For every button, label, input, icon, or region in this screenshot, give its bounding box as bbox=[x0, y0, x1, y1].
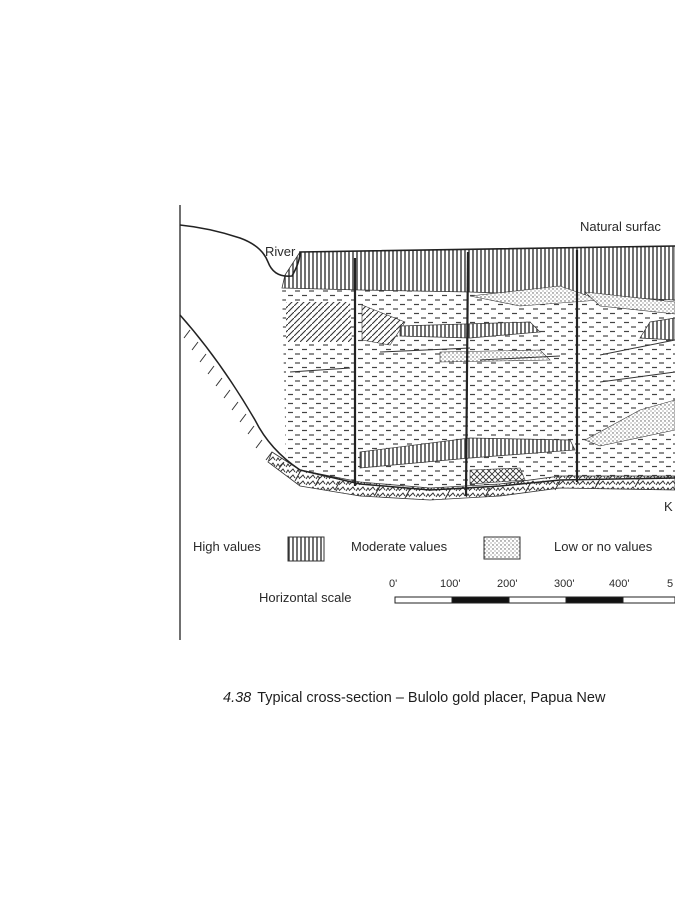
diagonal-lens-left bbox=[286, 302, 352, 342]
scale-bar bbox=[395, 597, 675, 603]
legend-high-label: High values bbox=[193, 539, 261, 554]
scale-tick-0: 0' bbox=[389, 578, 398, 590]
legend-moderate-swatch bbox=[484, 537, 520, 559]
river-label: River bbox=[265, 244, 296, 259]
scale-tick-300: 300' bbox=[554, 578, 575, 590]
natural-surface-label: Natural surfac bbox=[580, 219, 661, 234]
scale-tick-500: 5 bbox=[667, 578, 674, 590]
scale-tick-100: 100' bbox=[440, 578, 461, 590]
caption-number: 4.38 bbox=[223, 690, 252, 706]
scale-tick-200: 200' bbox=[497, 578, 518, 590]
figure-caption bbox=[223, 690, 675, 706]
bedrock-label-fragment: K bbox=[664, 499, 673, 514]
scale-label: Horizontal scale bbox=[259, 590, 352, 605]
legend-low-label: Low or no values bbox=[554, 539, 653, 554]
legend-high-swatch bbox=[288, 537, 324, 561]
moderate-value-lens-3 bbox=[440, 350, 550, 362]
scale-tick-400: 400' bbox=[609, 578, 630, 590]
legend-moderate-label: Moderate values bbox=[351, 539, 448, 554]
caption-text: Typical cross-section – Bulolo gold placer, Papua New bbox=[257, 690, 606, 706]
